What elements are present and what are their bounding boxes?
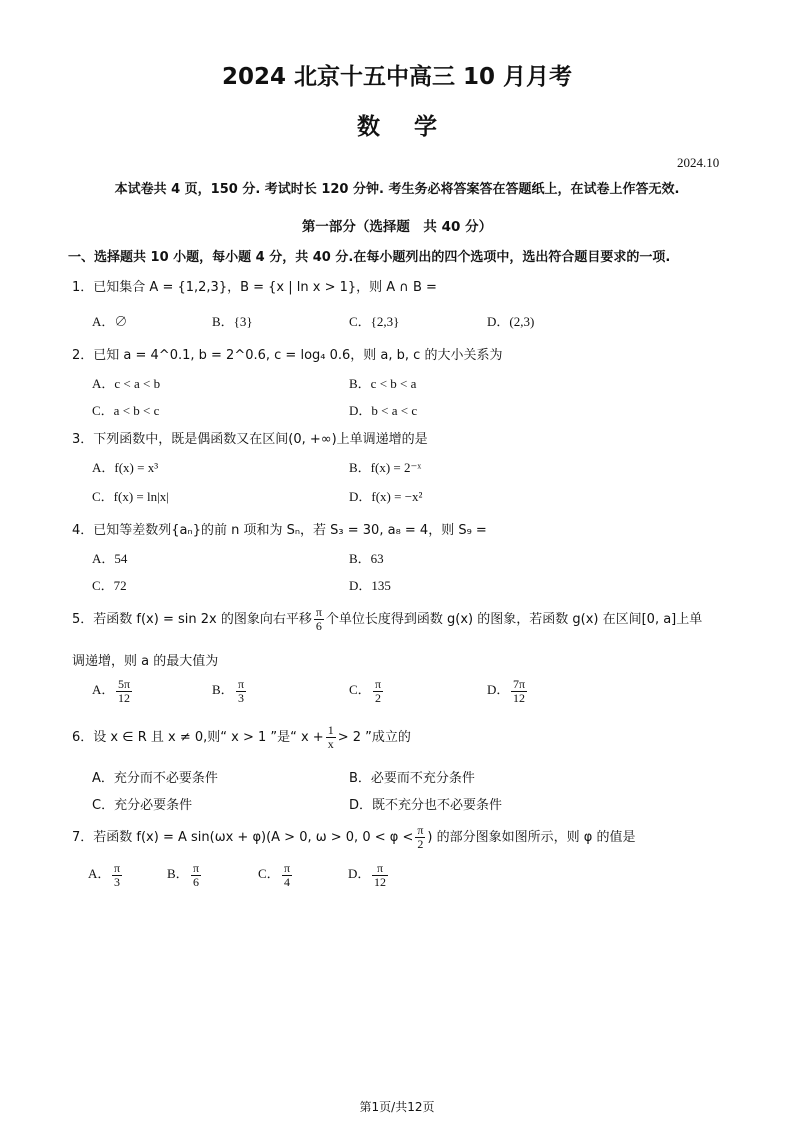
question-number: 7． [72, 830, 94, 845]
question-1-option-c: C．{2,3} [349, 314, 400, 329]
question-7-option-c: C． $\frac{\pi}{4}$ [258, 861, 291, 889]
question-3-option-b: B．f(x) = 2⁻ˣ [349, 460, 422, 475]
question-3-stem [72, 428, 428, 447]
question-2-option-d: D．b < a < c [349, 403, 418, 418]
question-number: 6． [72, 730, 94, 745]
question-7-option-a: A． $\frac{\pi}{3}$ [88, 861, 121, 889]
question-1-option-d: D．(2,3) [487, 314, 535, 329]
question-text: 已知 a = 4^0.1, b = 2^0.6, c = log₄ 0.6，则 a, b, c 的大小关系为 [93, 348, 503, 363]
question-3-option-c: C．f(x) = ln|x| [92, 489, 169, 504]
question-7-option-b: B． $\frac{\pi}{6}$ [167, 861, 200, 889]
question-text: 设 x ∈ R 且 x ≠ 0,则“ x > 1 ”是“ x + [93, 730, 324, 745]
question-6-option-d: D．既不充分也不必要条件 [349, 798, 503, 813]
part-heading: 第一部分（选择题 共 40 分） [301, 219, 493, 235]
question-5-stem-continued: 调递增，则 a 的最大值为 [72, 654, 219, 669]
question-1-stem [72, 276, 437, 295]
question-5-option-d: D． $\frac{7\pi}{12}$ [487, 677, 526, 705]
question-text: 若函数 f(x) = A sin(ωx + φ)(A > 0, ω > 0, 0 < φ < [93, 830, 414, 845]
question-6-option-a: A．充分而不必要条件 [92, 771, 218, 786]
question-4-stem [72, 519, 487, 538]
question-6-option-c: C．充分必要条件 [92, 798, 193, 813]
question-6-stem [72, 724, 411, 751]
question-number: 2． [72, 348, 94, 363]
question-number: 4． [72, 523, 94, 538]
question-1-option-a: A．∅ [92, 314, 128, 329]
question-number: 1． [72, 280, 94, 295]
question-4-option-d: D．135 [349, 578, 391, 593]
question-text: 若函数 f(x) = sin 2x 的图象向右平移 [93, 612, 312, 627]
question-3-option-d: D．f(x) = −x² [349, 489, 423, 504]
page-footer: 第1页/共12页 [359, 1100, 435, 1114]
question-1-option-b: B．{3} [212, 314, 253, 329]
question-3-option-a: A．f(x) = x³ [92, 460, 159, 475]
question-5-option-a: A． $\frac{5\pi}{12}$ [92, 677, 131, 705]
question-4-option-a: A．54 [92, 551, 128, 566]
question-text: 个单位长度得到函数 g(x) 的图象，若函数 g(x) 在区间[0, a]上单 [325, 612, 703, 627]
question-text: > 2 ”成立的 [337, 730, 411, 745]
question-5-option-b: B． $\frac{\pi}{3}$ [212, 677, 245, 705]
question-5-stem [72, 606, 702, 633]
exam-title: 2024 北京十五中高三 10 月月考 [221, 64, 573, 90]
subject-title: 数学 [357, 114, 471, 140]
question-2-option-c: C．a < b < c [92, 403, 160, 418]
question-4-option-b: B．63 [349, 551, 384, 566]
question-number: 5． [72, 612, 94, 627]
question-text: ) 的部分图象如图所示，则 φ 的值是 [427, 830, 636, 845]
fraction: $\frac{1}{x}$ [327, 723, 334, 751]
question-7-option-d: D． $\frac{\pi}{12}$ [348, 861, 386, 889]
question-7-stem [72, 824, 635, 851]
question-6-option-b: B．必要而不充分条件 [349, 771, 475, 786]
section-instruction: 一、选择题共 10 小题，每小题 4 分，共 40 分.在每小题列出的四个选项中，选出符合题目要求的一项. [68, 250, 671, 265]
question-2-option-a: A．c < a < b [92, 376, 161, 391]
question-2-option-b: B．c < b < a [349, 376, 417, 391]
question-2-stem [72, 344, 502, 363]
exam-date: 2024.10 [677, 155, 720, 170]
question-text: 已知集合 A = {1,2,3}，B = {x | ln x > 1}，则 A ∩ B = [93, 280, 437, 295]
question-text: 下列函数中，既是偶函数又在区间(0, +∞)上单调递增的是 [93, 432, 428, 447]
fraction: $\frac{\pi}{6}$ [315, 605, 322, 633]
fraction: $\frac{\pi}{2}$ [417, 823, 424, 851]
question-4-option-c: C．72 [92, 578, 127, 593]
question-5-option-c: C． $\frac{\pi}{2}$ [349, 677, 382, 705]
exam-notice: 本试卷共 4 页，150 分. 考试时长 120 分钟. 考生务必将答案答在答题纸上，在试卷上作答无效. [114, 182, 680, 197]
question-text: 已知等差数列{aₙ}的前 n 项和为 Sₙ，若 S₃ = 30, a₈ = 4，则 S₉ = [93, 523, 487, 538]
question-number: 3． [72, 432, 94, 447]
